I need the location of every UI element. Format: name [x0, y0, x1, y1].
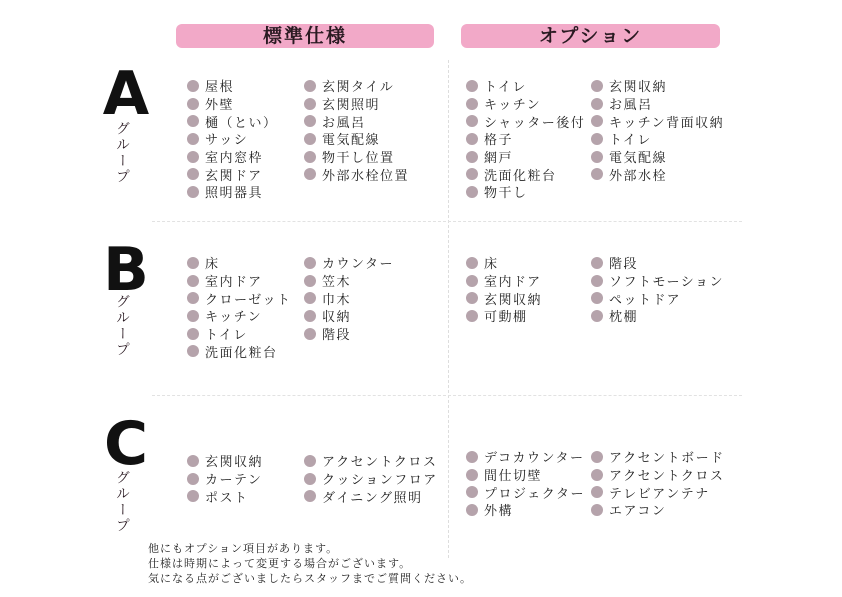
bullet-icon — [187, 98, 199, 110]
bullet-icon — [591, 80, 603, 92]
spec-item — [187, 289, 291, 307]
group-label-pill — [112, 53, 132, 214]
spec-item-label: アクセントクロス — [609, 469, 725, 485]
spec-item-label: ポスト — [205, 490, 249, 506]
spec-item-label: 外壁 — [205, 98, 235, 114]
bullet-icon — [466, 186, 478, 198]
spec-item-label: 巾木 — [322, 292, 352, 308]
bullet-icon — [591, 275, 603, 287]
spec-item-label: 玄関照明 — [322, 98, 381, 114]
spec-item — [187, 487, 263, 505]
spec-item — [187, 272, 291, 290]
spec-item — [466, 448, 585, 466]
spec-item-label: 外構 — [484, 504, 514, 520]
spec-item — [466, 307, 542, 325]
group-label: グループ — [114, 294, 130, 358]
row-divider — [152, 395, 742, 396]
spec-item-label: 玄関収納 — [484, 292, 543, 308]
bullet-icon — [466, 151, 478, 163]
spec-item — [304, 148, 409, 166]
spec-item — [591, 307, 724, 325]
spec-item — [466, 95, 585, 113]
spec-item — [304, 112, 409, 130]
bullet-icon — [304, 133, 316, 145]
bullet-icon — [304, 257, 316, 269]
bullet-icon — [466, 133, 478, 145]
spec-item — [591, 130, 724, 148]
spec-item — [466, 130, 585, 148]
spec-item-label: キッチン — [484, 98, 542, 114]
bullet-icon — [304, 168, 316, 180]
spec-item-label: トイレ — [484, 80, 527, 96]
spec-item — [466, 112, 585, 130]
spec-item — [591, 95, 724, 113]
spec-item-label: カーテン — [205, 473, 263, 489]
bullet-icon — [187, 473, 199, 485]
bullet-icon — [187, 151, 199, 163]
bullet-icon — [591, 151, 603, 163]
bullet-icon — [591, 504, 603, 516]
spec-item — [187, 470, 263, 488]
group-a-option-left-list — [466, 77, 585, 201]
spec-item — [466, 148, 585, 166]
spec-item — [304, 165, 409, 183]
bullet-icon — [591, 98, 603, 110]
row-divider — [152, 221, 742, 222]
bullet-icon — [591, 168, 603, 180]
group-label: グループ — [114, 121, 130, 185]
bullet-icon — [466, 257, 478, 269]
spec-item — [187, 77, 278, 95]
group-b-standard-left-list — [187, 254, 291, 360]
bullet-icon — [304, 473, 316, 485]
group-c-option-right-list — [591, 448, 725, 519]
bullet-icon — [304, 310, 316, 322]
bullet-icon — [591, 469, 603, 481]
spec-item-label: 屋根 — [205, 80, 235, 96]
bullet-icon — [304, 490, 316, 502]
spec-item — [466, 483, 585, 501]
spec-item — [304, 452, 438, 470]
spec-item — [591, 289, 724, 307]
spec-item — [591, 272, 724, 290]
spec-item — [591, 77, 724, 95]
spec-item — [304, 325, 394, 343]
spec-item — [466, 466, 585, 484]
option-header: オプション — [461, 24, 720, 48]
spec-item-label: 電気配線 — [322, 133, 381, 149]
spec-item — [187, 148, 278, 166]
spec-item-label: エアコン — [609, 504, 667, 520]
standard-spec-header: 標準仕様 — [176, 24, 434, 48]
bullet-icon — [466, 115, 478, 127]
group-label-pill — [112, 228, 132, 388]
spec-item-label: 洗面化粧台 — [205, 345, 278, 361]
spec-item-label: トイレ — [609, 133, 652, 149]
spec-item-label: キッチン — [205, 310, 263, 326]
bullet-icon — [466, 80, 478, 92]
spec-item-label: 笠木 — [322, 275, 352, 291]
group-c-option-left-list — [466, 448, 585, 519]
bullet-icon — [466, 168, 478, 180]
bullet-icon — [187, 168, 199, 180]
spec-item — [304, 95, 409, 113]
bullet-icon — [591, 451, 603, 463]
bullet-icon — [187, 133, 199, 145]
bullet-icon — [304, 115, 316, 127]
spec-item — [466, 289, 542, 307]
spec-item-label: 照明器具 — [205, 186, 264, 202]
bullet-icon — [187, 275, 199, 287]
group-c-standard-left-list — [187, 452, 263, 505]
spec-item — [304, 130, 409, 148]
spec-item-label: 格子 — [484, 133, 514, 149]
bullet-icon — [466, 486, 478, 498]
group-c-standard-right-list — [304, 452, 438, 505]
spec-item-label: 床 — [205, 257, 220, 273]
bullet-icon — [187, 345, 199, 357]
spec-item-label: お風呂 — [322, 115, 366, 131]
bullet-icon — [466, 292, 478, 304]
spec-item-label: お風呂 — [609, 98, 653, 114]
bullet-icon — [466, 275, 478, 287]
spec-item-label: カウンター — [322, 257, 394, 273]
spec-item — [591, 483, 725, 501]
spec-item — [187, 183, 278, 201]
group-letter: A — [102, 59, 150, 129]
spec-item — [187, 254, 291, 272]
group-a-standard-left-list — [187, 77, 278, 201]
group-b-option-right-list — [591, 254, 724, 325]
spec-item-label: 玄関ドア — [205, 168, 263, 184]
spec-item-label: 間仕切壁 — [484, 469, 543, 485]
group-b-standard-right-list — [304, 254, 394, 342]
spec-item — [187, 130, 278, 148]
bullet-icon — [591, 257, 603, 269]
spec-item-label: 室内ドア — [205, 275, 263, 291]
bullet-icon — [591, 310, 603, 322]
spec-item-label: 玄関収納 — [205, 455, 264, 471]
bullet-icon — [591, 115, 603, 127]
spec-item-label: シャッター後付 — [484, 115, 586, 131]
spec-item — [591, 466, 725, 484]
spec-item-label: ペットドア — [609, 292, 682, 308]
spec-item-label: 洗面化粧台 — [484, 168, 557, 184]
bullet-icon — [187, 186, 199, 198]
spec-item — [304, 289, 394, 307]
spec-item-label: 物干し — [484, 186, 528, 202]
bullet-icon — [304, 328, 316, 340]
spec-item — [304, 470, 438, 488]
bullet-icon — [466, 310, 478, 322]
spec-item — [466, 183, 585, 201]
spec-item — [466, 501, 585, 519]
bullet-icon — [187, 80, 199, 92]
column-divider — [448, 60, 449, 558]
spec-item-label: クローゼット — [205, 292, 292, 308]
bullet-icon — [304, 455, 316, 467]
spec-item-label: 収納 — [322, 310, 352, 326]
spec-item-label: 樋（とい） — [205, 115, 278, 131]
spec-item — [466, 77, 585, 95]
bullet-icon — [304, 98, 316, 110]
spec-item — [304, 77, 409, 95]
spec-item-label: 階段 — [322, 328, 352, 344]
spec-item-label: デコカウンター — [484, 451, 585, 467]
spec-item — [304, 307, 394, 325]
spec-item-label: クッションフロア — [322, 473, 438, 489]
footnotes — [148, 541, 472, 586]
bullet-icon — [466, 451, 478, 463]
bullet-icon — [187, 115, 199, 127]
spec-item-label: 外部水栓位置 — [322, 168, 410, 184]
spec-item-label: テレビアンテナ — [609, 486, 710, 502]
bullet-icon — [466, 98, 478, 110]
spec-item-label: トイレ — [205, 328, 248, 344]
spec-item — [187, 342, 291, 360]
spec-item-label: プロジェクター — [484, 486, 585, 502]
group-label-pill — [112, 402, 132, 562]
spec-item — [466, 272, 542, 290]
footnote: 仕様は時期によって変更する場合がございます。 — [148, 557, 412, 570]
spec-item — [591, 165, 724, 183]
spec-item-label: キッチン背面収納 — [609, 115, 725, 131]
spec-item — [466, 254, 542, 272]
spec-item-label: アクセントクロス — [322, 455, 438, 471]
group-letter: B — [103, 235, 149, 305]
spec-item-label: 室内ドア — [484, 275, 542, 291]
bullet-icon — [187, 328, 199, 340]
bullet-icon — [187, 292, 199, 304]
spec-item — [591, 254, 724, 272]
bullet-icon — [304, 292, 316, 304]
bullet-icon — [187, 490, 199, 502]
group-letter: C — [103, 409, 149, 479]
group-b-option-left-list — [466, 254, 542, 325]
bullet-icon — [591, 133, 603, 145]
spec-item — [187, 325, 291, 343]
bullet-icon — [591, 292, 603, 304]
spec-item-label: 玄関タイル — [322, 80, 395, 96]
spec-item-label: 階段 — [609, 257, 639, 273]
spec-item-label: 枕棚 — [609, 310, 639, 326]
footnote: 他にもオプション項目があります。 — [148, 542, 339, 555]
bullet-icon — [466, 469, 478, 481]
spec-item-label: 電気配線 — [609, 151, 668, 167]
spec-item-label: ソフトモーション — [609, 275, 724, 291]
spec-item-label: 床 — [484, 257, 499, 273]
spec-item — [304, 254, 394, 272]
spec-item-label: 網戸 — [484, 151, 514, 167]
group-a-option-right-list — [591, 77, 724, 183]
bullet-icon — [187, 455, 199, 467]
bullet-icon — [466, 504, 478, 516]
bullet-icon — [187, 310, 199, 322]
bullet-icon — [304, 80, 316, 92]
spec-item — [187, 112, 278, 130]
spec-item-label: 外部水栓 — [609, 168, 668, 184]
spec-item-label: 玄関収納 — [609, 80, 668, 96]
group-label: グループ — [114, 470, 130, 534]
spec-item-label: サッシ — [205, 133, 249, 149]
spec-item — [187, 165, 278, 183]
footnote: 気になる点がございましたらスタッフまでご質問ください。 — [148, 572, 472, 585]
spec-item — [591, 501, 725, 519]
spec-item — [466, 165, 585, 183]
bullet-icon — [187, 257, 199, 269]
group-a-standard-right-list — [304, 77, 409, 183]
spec-item-label: 室内窓枠 — [205, 151, 264, 167]
spec-item — [304, 272, 394, 290]
spec-item — [304, 487, 438, 505]
spec-item-label: 物干し位置 — [322, 151, 395, 167]
spec-item-label: アクセントボード — [609, 451, 725, 467]
bullet-icon — [304, 275, 316, 287]
spec-item — [187, 452, 263, 470]
spec-item — [187, 95, 278, 113]
bullet-icon — [591, 486, 603, 498]
bullet-icon — [304, 151, 316, 163]
spec-item — [591, 448, 725, 466]
spec-item — [187, 307, 291, 325]
spec-item — [591, 148, 724, 166]
spec-item — [591, 112, 724, 130]
spec-item-label: 可動棚 — [484, 310, 528, 326]
spec-item-label: ダイニング照明 — [322, 490, 423, 506]
